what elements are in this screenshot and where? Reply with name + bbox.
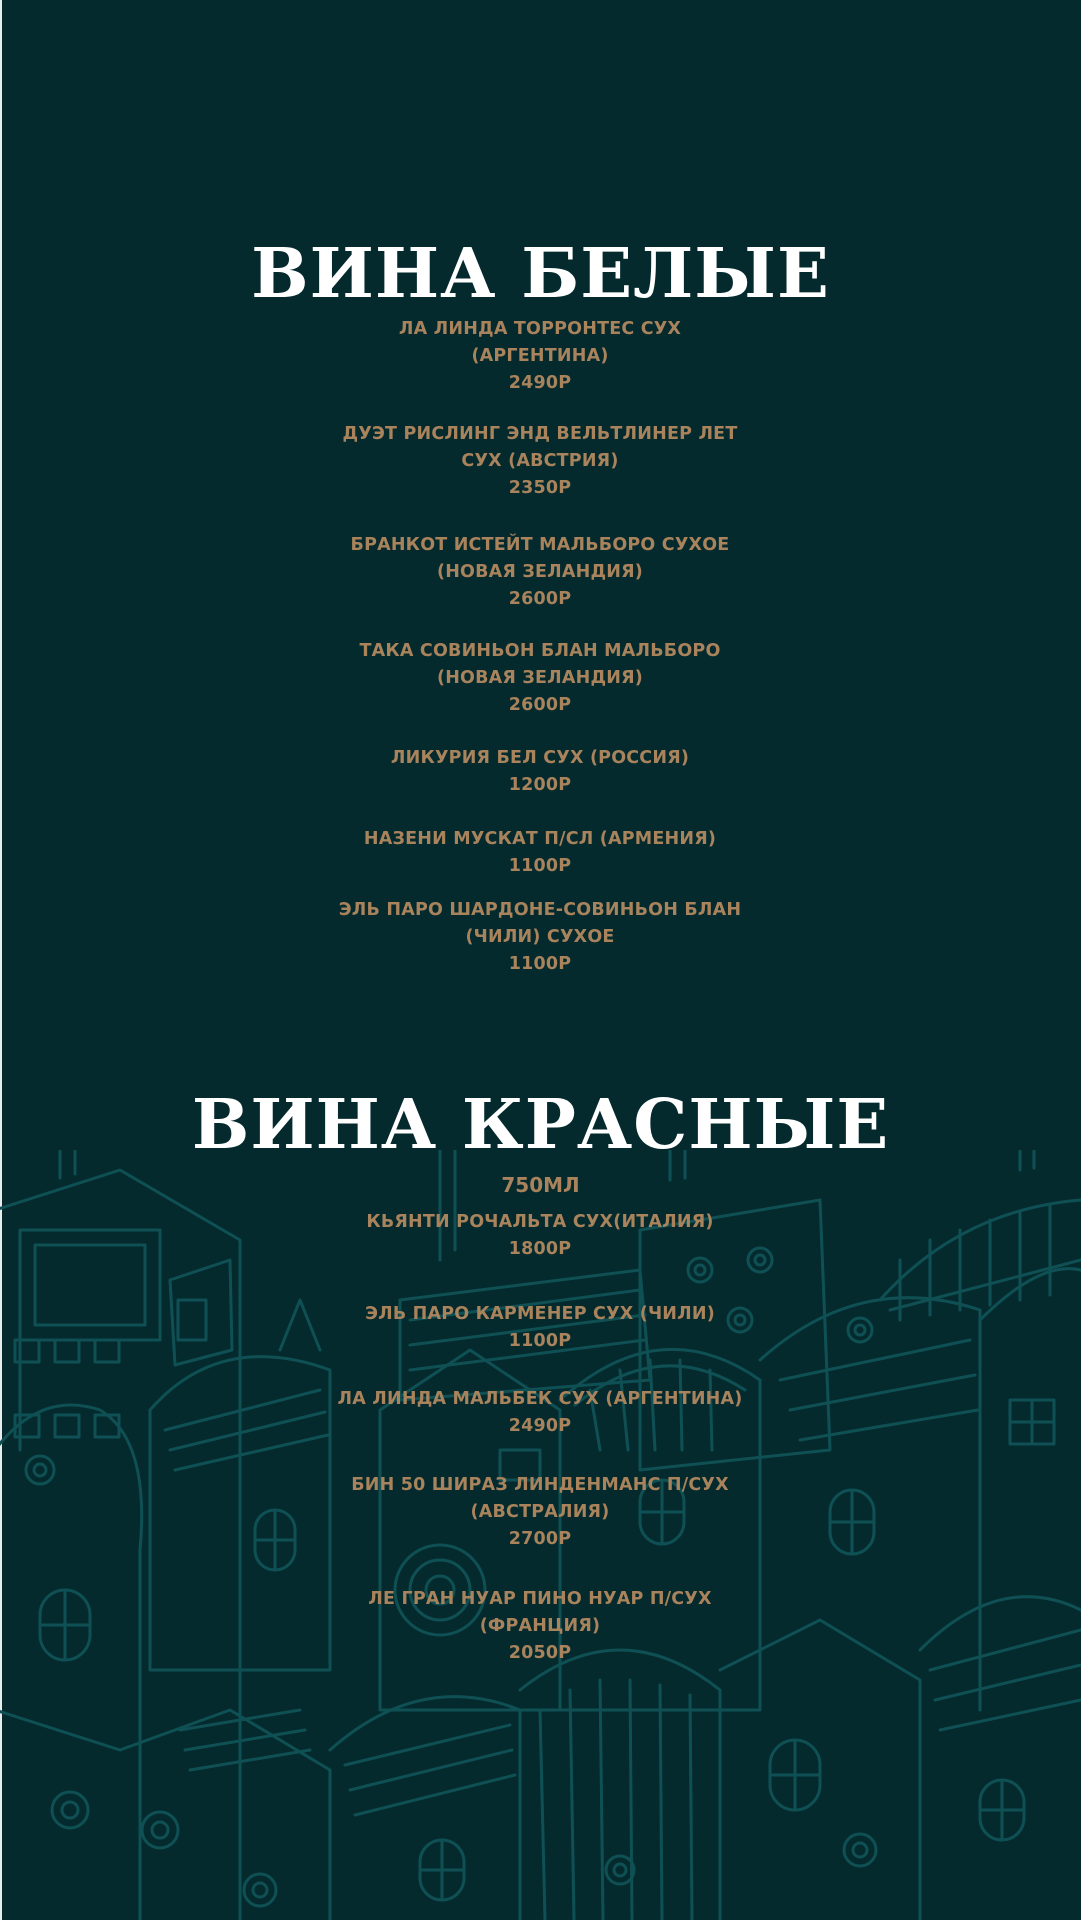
wine-name-line2: (ЧИЛИ) СУХОЕ — [465, 927, 615, 947]
wine-name: ЛИКУРИЯ БЕЛ СУХ (РОССИЯ) — [390, 748, 690, 768]
wine-price: 2600Р — [508, 589, 572, 609]
wine-price: 2490Р — [508, 1416, 572, 1436]
wine-price: 2700Р — [508, 1529, 572, 1549]
wine-name: КЬЯНТИ РОЧАЛЬТА СУХ(ИТАЛИЯ) — [366, 1212, 714, 1232]
white-wine-item — [290, 897, 790, 978]
wine-price: 1100Р — [508, 1331, 572, 1351]
white-wine-item — [290, 316, 790, 397]
wine-name-line2: (НОВАЯ ЗЕЛАНДИЯ) — [437, 562, 643, 582]
red-wine-item — [290, 1386, 790, 1440]
wine-name-line2: (АРГЕНТИНА) — [471, 346, 609, 366]
wine-price: 2350Р — [508, 478, 572, 498]
wine-name: ЭЛЬ ПАРО ШАРДОНЕ-СОВИНЬОН БЛАН — [338, 900, 742, 920]
wine-name: ЛА ЛИНДА МАЛЬБЕК СУХ (АРГЕНТИНА) — [337, 1389, 743, 1409]
wine-price: 1100Р — [508, 954, 572, 974]
wine-price: 1100Р — [508, 856, 572, 876]
white-wine-item — [290, 421, 790, 502]
red-wine-item — [290, 1301, 790, 1355]
wine-name: ДУЭТ РИСЛИНГ ЭНД ВЕЛЬТЛИНЕР ЛЕТ — [342, 424, 738, 444]
red-wine-item — [290, 1472, 790, 1553]
wine-name-line2: СУХ (АВСТРИЯ) — [461, 451, 619, 471]
white-wine-item — [290, 826, 790, 880]
wine-price: 1200Р — [508, 775, 572, 795]
white-wine-item — [290, 638, 790, 719]
wine-name-line2: (ФРАНЦИЯ) — [479, 1616, 601, 1636]
wine-price: 1800Р — [508, 1239, 572, 1259]
wine-price: 2490Р — [508, 373, 572, 393]
wine-price: 2050Р — [508, 1643, 572, 1663]
red-wines-heading: ВИНА КРАСНЫЕ — [191, 1085, 890, 1165]
white-wine-item — [290, 745, 790, 799]
white-wines-heading: ВИНА БЕЛЫЕ — [251, 234, 830, 314]
wine-name: НАЗЕНИ МУСКАТ П/СЛ (АРМЕНИЯ) — [363, 829, 717, 849]
red-wine-item — [290, 1586, 790, 1667]
red-wine-item — [290, 1209, 790, 1263]
wine-name: ЛЕ ГРАН НУАР ПИНО НУАР П/СУХ — [368, 1589, 712, 1609]
wine-name: ЭЛЬ ПАРО КАРМЕНЕР СУХ (ЧИЛИ) — [365, 1304, 715, 1324]
wine-price: 2600Р — [508, 695, 572, 715]
wine-name: БРАНКОТ ИСТЕЙТ МАЛЬБОРО СУХОЕ — [350, 535, 730, 555]
wine-name-line2: (НОВАЯ ЗЕЛАНДИЯ) — [437, 668, 643, 688]
wine-name: БИН 50 ШИРАЗ ЛИНДЕНМАНС П/СУХ — [351, 1475, 729, 1495]
wine-name-line2: (АВСТРАЛИЯ) — [470, 1502, 610, 1522]
wine-name: ТАКА СОВИНЬОН БЛАН МАЛЬБОРО — [359, 641, 721, 661]
white-wine-item — [290, 532, 790, 613]
volume-label: 750МЛ — [501, 1173, 580, 1197]
wine-name: ЛА ЛИНДА ТОРРОНТЕС СУХ — [398, 319, 682, 339]
